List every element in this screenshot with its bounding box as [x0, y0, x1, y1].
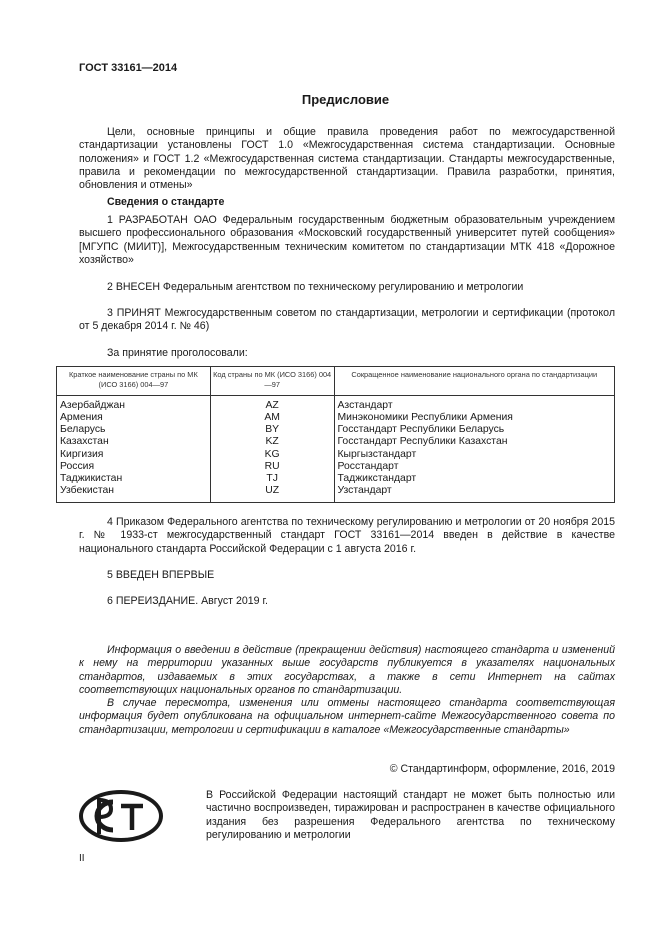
page-number: II — [79, 853, 85, 864]
revision-notice-paragraph: В случае пересмотра, изменения или отмены настоящего стандарта соответствующая информация будет опубликована на официальном интернет-сайте Межгосударственного совета по стандартизации, метрологии и сертификации в каталоге «Межгосударственные стандарты» — [79, 697, 615, 736]
authority-cell: Минэкономики Республики Армения — [334, 412, 615, 424]
info-notice-paragraph: Информация о введении в действие (прекращении действия) настоящего стандарта и изменений к нему на территории указанных выше государств публикуется в указателях национальных стандартов, издаваемых в этих государствах, а также в сети Интернет на сайтах соответствующих национальных органов по стандартизации. — [79, 644, 615, 696]
authority-cell: Госстандарт Республики Беларусь — [334, 424, 615, 436]
country-cell: Узбекистан — [57, 485, 211, 503]
country-cell: Казахстан — [57, 436, 211, 448]
code-cell: AZ — [210, 396, 334, 413]
column-header-country: Краткое наименование страны по МК (ИСО 3166) 004—97 — [57, 367, 211, 396]
document-id: ГОСТ 33161—2014 — [79, 62, 178, 74]
country-cell: Россия — [57, 461, 211, 473]
item-4-enacted: 4 Приказом Федерального агентства по техническому регулированию и метрологии от 20 ноября 2015 г. № 1933-ст межгосударственный стандарт ГОСТ 33161—2014 введен в действие в качестве национального стандарта Российской Федерации с 1 августа 2016 г. — [79, 516, 615, 555]
table-row — [57, 396, 615, 413]
table-row — [57, 449, 615, 461]
authority-cell: Росстандарт — [334, 461, 615, 473]
table-row — [57, 473, 615, 485]
item-3-adopted: 3 ПРИНЯТ Межгосударственным советом по стандартизации, метрологии и сертификации (протокол от 5 декабря 2014 г. № 46) — [79, 307, 615, 333]
country-cell: Беларусь — [57, 424, 211, 436]
reproduction-rights-notice: В Российской Федерации настоящий стандарт не может быть полностью или частично воспроизведен, тиражирован и распространен в качестве официального издания без разрешения Федерального агентства по техническому регулированию и метрологии — [206, 789, 615, 841]
item-2-submitted: 2 ВНЕСЕН Федеральным агентством по техническому регулированию и метрологии — [107, 281, 524, 293]
table-header-row — [57, 367, 615, 396]
voting-countries-table — [56, 366, 615, 503]
copyright-line: © Стандартинформ, оформление, 2016, 2019 — [389, 763, 615, 775]
country-cell: Таджикистан — [57, 473, 211, 485]
code-cell: KG — [210, 449, 334, 461]
table-row — [57, 461, 615, 473]
code-cell: RU — [210, 461, 334, 473]
column-header-code: Код страны по МК (ИСО 3166) 004—97 — [210, 367, 334, 396]
country-cell: Азербайджан — [57, 396, 211, 413]
code-cell: TJ — [210, 473, 334, 485]
country-cell: Армения — [57, 412, 211, 424]
item-6-reissue: 6 ПЕРЕИЗДАНИЕ. Август 2019 г. — [107, 595, 268, 607]
code-cell: KZ — [210, 436, 334, 448]
code-cell: BY — [210, 424, 334, 436]
table-row — [57, 436, 615, 448]
column-header-authority: Сокращенное наименование национального органа по стандартизации — [334, 367, 615, 396]
intro-paragraph: Цели, основные принципы и общие правила проведения работ по межгосударственной стандартизации установлены ГОСТ 1.0 «Межгосударственная система стандартизации. Основные положения» и ГОСТ 1.2 «Межгосударственная система стандартизации. Стандарты межгосударственные, правила и рекомендации по межгосударственной стандартизации. Правила разработки, принятия, обновления и отмены» — [79, 126, 615, 192]
item-5-introduced: 5 ВВЕДЕН ВПЕРВЫЕ — [107, 569, 215, 581]
rst-certification-logo-icon — [79, 790, 163, 842]
table-row — [57, 412, 615, 424]
authority-cell: Азстандарт — [334, 396, 615, 413]
table-row — [57, 485, 615, 503]
authority-cell: Кыргызстандарт — [334, 449, 615, 461]
table-row — [57, 424, 615, 436]
country-cell: Киргизия — [57, 449, 211, 461]
voted-label: За принятие проголосовали: — [107, 347, 248, 359]
code-cell: UZ — [210, 485, 334, 503]
code-cell: AM — [210, 412, 334, 424]
authority-cell: Узстандарт — [334, 485, 615, 503]
authority-cell: Госстандарт Республики Казахстан — [334, 436, 615, 448]
authority-cell: Таджикстандарт — [334, 473, 615, 485]
section-heading: Сведения о стандарте — [107, 196, 225, 208]
page-title: Предисловие — [301, 92, 390, 107]
item-1-developed: 1 РАЗРАБОТАН ОАО Федеральным государственным бюджетным образовательным учреждением высшего профессионального образования «Московский государственный университет путей сообщения» [МГУПС (МИИТ)], Межгосударственным техническим комитетом по стандартизации МТК 418 «Дорожное хозяйство» — [79, 214, 615, 266]
